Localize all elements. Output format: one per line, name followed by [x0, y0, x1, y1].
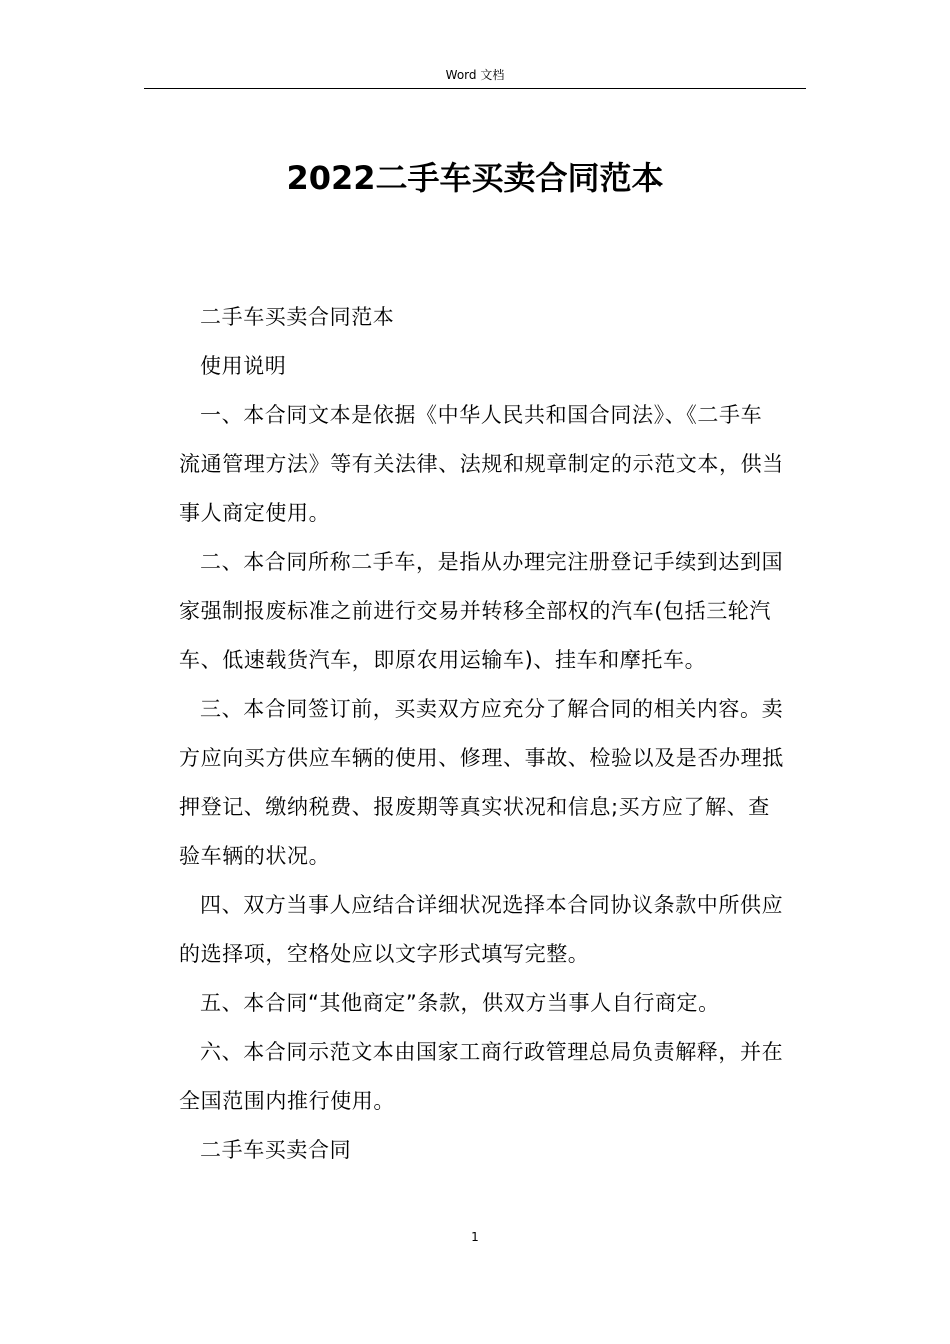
header-text: Word 文档 [445, 68, 505, 82]
paragraph-item-5: 五、本合同“其他商定”条款，供双方当事人自行商定。 [200, 991, 720, 1015]
page-header [144, 66, 806, 89]
paragraph-item-1: 一、本合同文本是依据《中华人民共和国合同法》、《二手车 流通管理方法》等有关法律、法规和规章制定的示范文本，供当 事人商定使用。 [179, 403, 784, 525]
page-number: 1 [471, 1230, 479, 1244]
paragraph-usage-heading: 使用说明 [200, 354, 287, 378]
paragraph-item-2: 二、本合同所称二手车，是指从办理完注册登记手续到达到国 家强制报废标准之前进行交易并转移全部权的汽车(包括三轮汽 车、低速载货汽车，即原农用运输车)、挂车和摩托车。 [179, 550, 784, 672]
paragraph-item-3: 三、本合同签订前，买卖双方应充分了解合同的相关内容。卖 方应向买方供应车辆的使用、修理、事故、检验以及是否办理抵 押登记、缴纳税费、报废期等真实状况和信息;买方应了解、查 验车辆的状况。 [179, 697, 784, 868]
paragraph-item-4: 四、双方当事人应结合详细状况选择本合同协议条款中所供应 的选择项，空格处应以文字形式填写完整。 [179, 893, 784, 966]
paragraph-contract-title: 二手车买卖合同 [200, 1138, 352, 1162]
document-title: 2022二手车买卖合同范本 [286, 159, 664, 197]
paragraph-contract-heading: 二手车买卖合同范本 [200, 305, 395, 329]
paragraph-item-6: 六、本合同示范文本由国家工商行政管理总局负责解释，并在 全国范围内推行使用。 [179, 1040, 784, 1113]
document-body [179, 293, 809, 1175]
